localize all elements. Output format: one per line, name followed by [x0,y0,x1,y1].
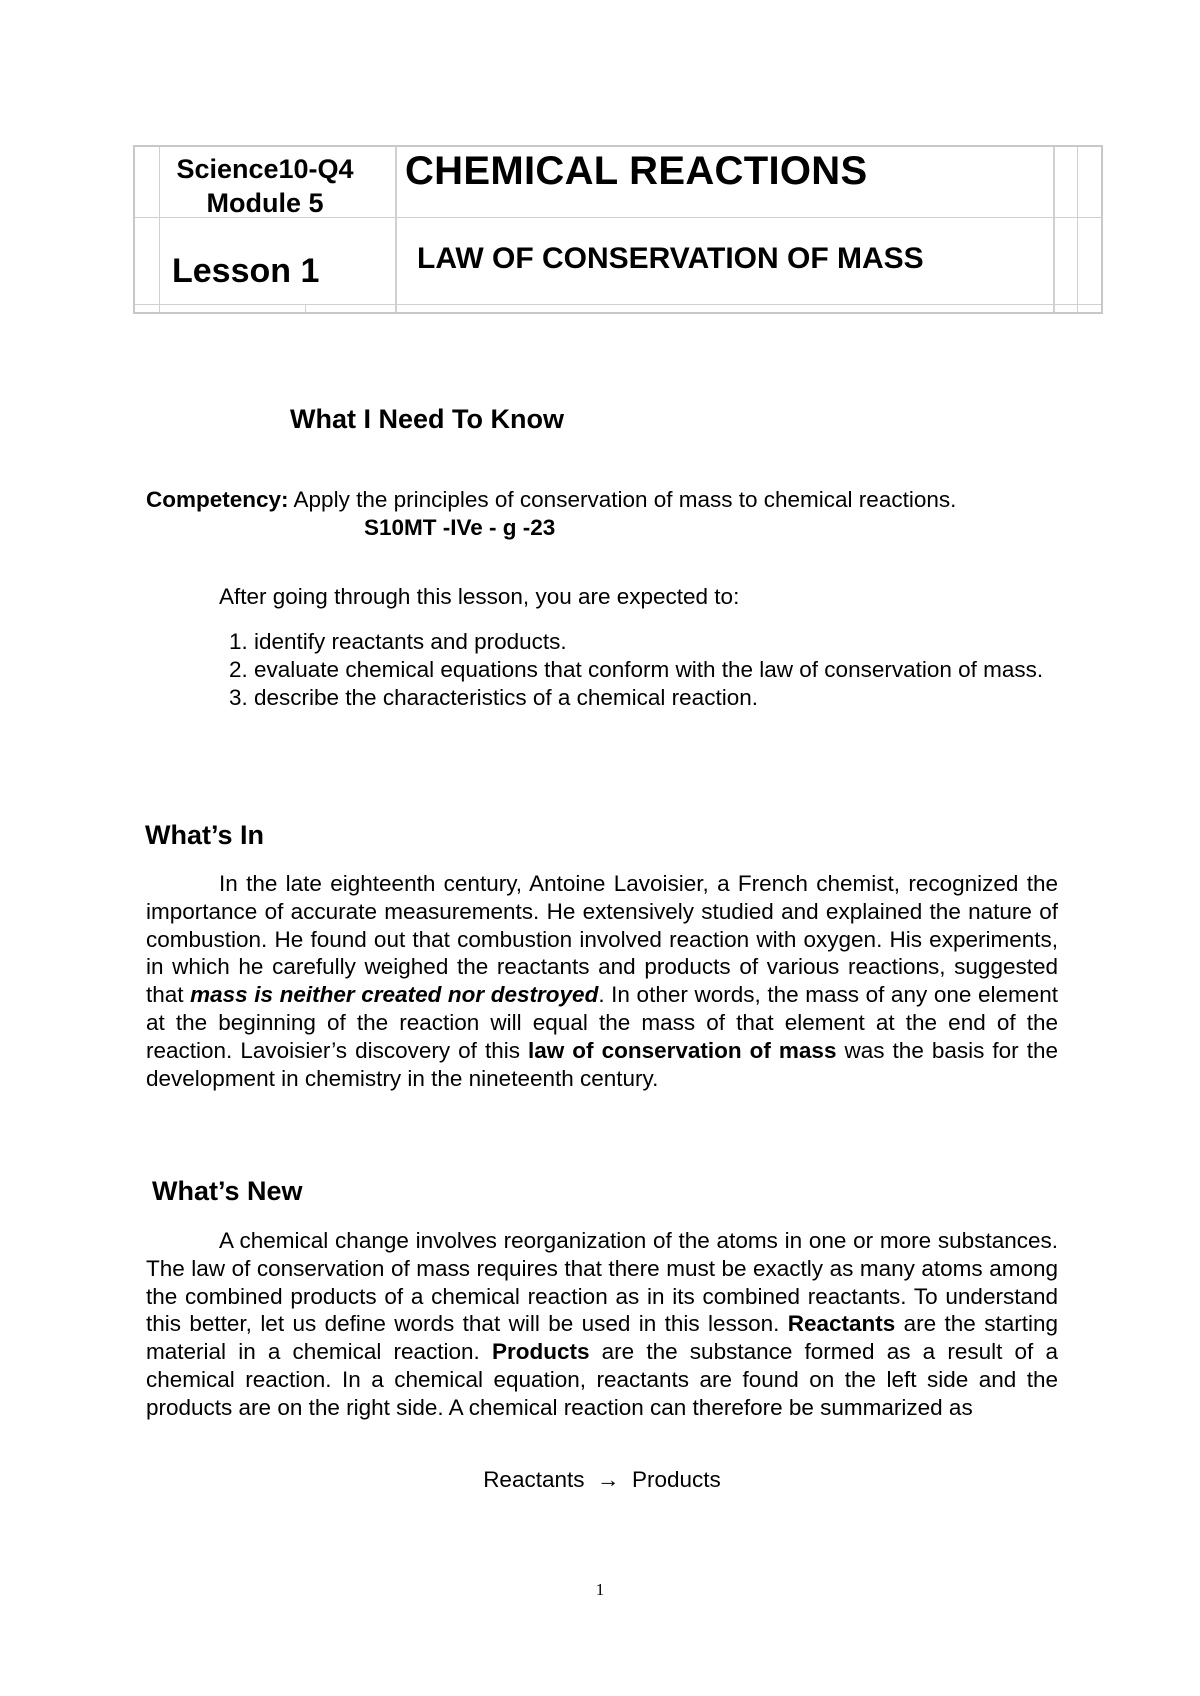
competency [146,486,1058,514]
whats-new-heading: What’s New [152,1176,303,1206]
need-to-know-heading: What I Need To Know [290,404,564,434]
emphasis-text: mass is neither created nor destroyed [190,982,599,1008]
course-line-2: Module 5 [206,188,324,218]
page-title: CHEMICAL REACTIONS [405,149,868,193]
products-term: Products [491,1339,590,1365]
paragraph-text: In the late eighteenth century, Antoine Lavoisier, a French chemist, recognized the importance of accurate measurements. He extensively studied and explained the nature of combustion. He found out that combustion involved reaction with oxygen. His experiments, in which he carefully weighed the reactants and products of various reactions, suggested that [146,871,1058,1008]
course-label [160,152,370,220]
paragraph-text: was the basis for the development in chemistry in the nineteenth century. [146,1037,1058,1091]
reactants-term: Reactants [787,1311,896,1337]
list-item: 3. describe the characteristics of a chemical reaction. [254,684,1094,712]
paragraph-text: are the substance formed as a result of a chemical reaction. In a chemical equation, reactants are found on the left side and the products are on the right side. A chemical reaction can therefore be summarized as [146,1339,1058,1420]
paragraph-text: . In other words, the mass of any one element at the beginning of the reaction will equal the mass of that element at the end of the reaction. Lavoisier’s discovery of this [146,982,1059,1063]
course-line-1: Science10-Q4 [176,154,354,184]
whats-new-paragraph [146,1227,1058,1422]
header-table [133,145,1103,314]
list-item: 1. identify reactants and products. [254,628,1094,656]
competency-label: Competency: [146,487,289,512]
paragraph-text: are the starting material in a chemical reaction. [146,1311,1058,1365]
lesson-label: Lesson 1 [172,252,320,290]
list-item: 2. evaluate chemical equations that conform with the law of conservation of mass. [254,656,1094,684]
competency-code: S10MT -IVe - g -23 [364,515,556,540]
table-border [135,304,1101,305]
whats-in-paragraph [146,870,1058,1092]
table-border [395,147,397,312]
whats-in-heading: What’s In [145,820,264,850]
objectives-list [218,628,1094,712]
competency-text: Apply the principles of conservation of mass to chemical reactions. [288,487,957,512]
paragraph-text: A chemical change involves reorganization of the atoms in one or more substances. The law of conservation of mass requires that there must be exactly as many atoms among the combined products of a chemical reaction as in its combined reactants. To understand this better, let us define words that will be used in this lesson. [146,1228,1058,1337]
lesson-title: LAW OF CONSERVATION OF MASS [417,242,924,275]
table-border [305,304,306,312]
objectives-intro: After going through this lesson, you are expected to: [219,584,740,609]
page-number: 1 [595,1580,605,1599]
table-border [1053,147,1055,312]
reaction-equation: Reactants → Products [483,1467,721,1492]
law-term: law of conservation of mass [528,1037,837,1063]
table-border [1077,147,1078,312]
